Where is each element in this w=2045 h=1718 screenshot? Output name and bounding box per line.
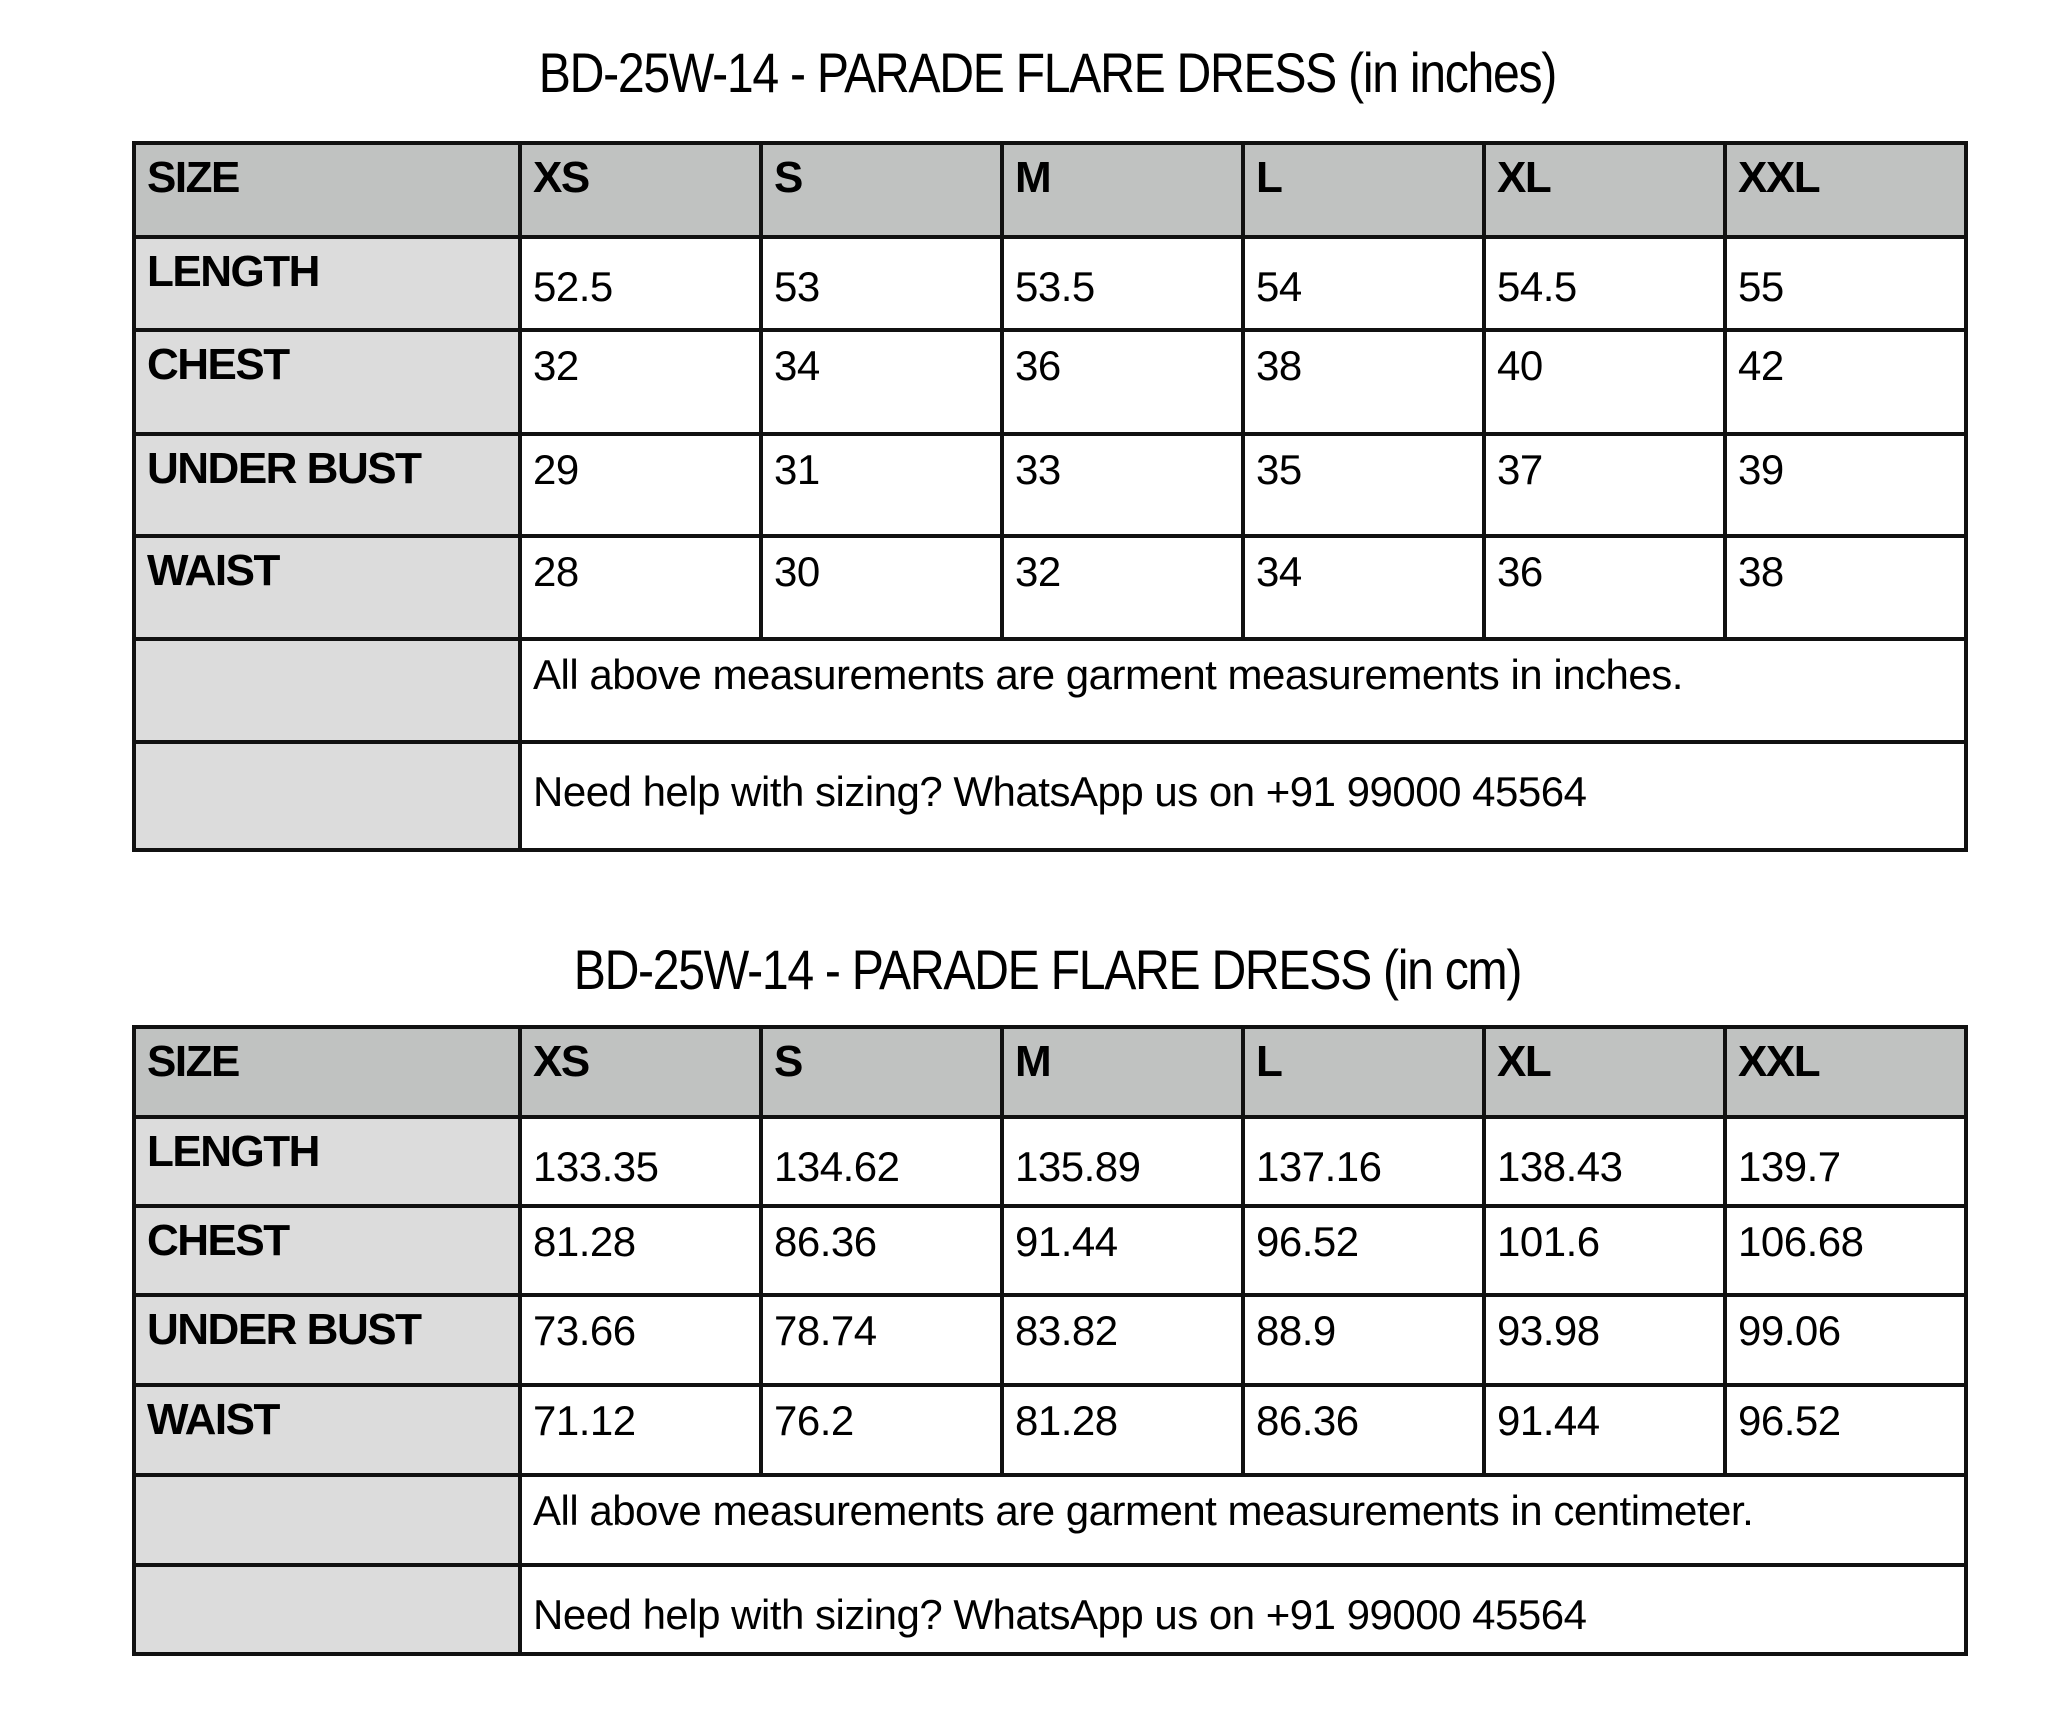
table-cell: 37 xyxy=(1484,434,1725,536)
size-xs-header: XS xyxy=(520,143,761,237)
size-chart-cm xyxy=(132,1025,1968,1656)
row-label: LENGTH xyxy=(134,237,520,330)
row-label: UNDER BUST xyxy=(134,434,520,536)
row-label-empty xyxy=(134,1565,520,1654)
table-cell: 34 xyxy=(761,330,1002,434)
header-row xyxy=(134,143,1966,237)
table-cell: 36 xyxy=(1002,330,1243,434)
table-cell: 96.52 xyxy=(1243,1206,1484,1295)
table-cell: 32 xyxy=(520,330,761,434)
row-label: WAIST xyxy=(134,1385,520,1475)
note-row-help xyxy=(134,742,1966,850)
size-xxl-header: XXL xyxy=(1725,143,1966,237)
size-xxl-header: XXL xyxy=(1725,1027,1966,1117)
size-header-cell: SIZE xyxy=(134,1027,520,1117)
row-label-empty xyxy=(134,742,520,850)
table-cell: 34 xyxy=(1243,536,1484,639)
row-label-empty xyxy=(134,1475,520,1565)
table-cell: 31 xyxy=(761,434,1002,536)
table-cell: 29 xyxy=(520,434,761,536)
table-cell: 55 xyxy=(1725,237,1966,330)
table-cell: 76.2 xyxy=(761,1385,1002,1475)
row-label: CHEST xyxy=(134,1206,520,1295)
table-cell: 139.7 xyxy=(1725,1117,1966,1206)
table-cell: 137.16 xyxy=(1243,1117,1484,1206)
table-cell: 81.28 xyxy=(1002,1385,1243,1475)
table-cell: 83.82 xyxy=(1002,1295,1243,1385)
row-label: UNDER BUST xyxy=(134,1295,520,1385)
size-s-header: S xyxy=(761,143,1002,237)
note-row-help xyxy=(134,1565,1966,1654)
note-row-units xyxy=(134,1475,1966,1565)
table-row-under-bust xyxy=(134,434,1966,536)
row-label-empty xyxy=(134,639,520,742)
table-row-chest xyxy=(134,1206,1966,1295)
row-label: LENGTH xyxy=(134,1117,520,1206)
table-cell: 54.5 xyxy=(1484,237,1725,330)
table-cell: 134.62 xyxy=(761,1117,1002,1206)
row-label: CHEST xyxy=(134,330,520,434)
table-cell: 30 xyxy=(761,536,1002,639)
table-cell: 91.44 xyxy=(1484,1385,1725,1475)
table-cell: 32 xyxy=(1002,536,1243,639)
size-header-cell: SIZE xyxy=(134,143,520,237)
table-cell: 88.9 xyxy=(1243,1295,1484,1385)
table-cell: 86.36 xyxy=(761,1206,1002,1295)
table-cell: 101.6 xyxy=(1484,1206,1725,1295)
table-cell: 52.5 xyxy=(520,237,761,330)
table-cell: 86.36 xyxy=(1243,1385,1484,1475)
size-s-header: S xyxy=(761,1027,1002,1117)
table-cell: 138.43 xyxy=(1484,1117,1725,1206)
size-l-header: L xyxy=(1243,143,1484,237)
table-cell: 38 xyxy=(1725,536,1966,639)
table-cell: 91.44 xyxy=(1002,1206,1243,1295)
size-m-header: M xyxy=(1002,1027,1243,1117)
table-row-chest xyxy=(134,330,1966,434)
table-cell: 53 xyxy=(761,237,1002,330)
table-cell: 42 xyxy=(1725,330,1966,434)
table-cell: 73.66 xyxy=(520,1295,761,1385)
size-l-header: L xyxy=(1243,1027,1484,1117)
table-row-waist xyxy=(134,1385,1966,1475)
table-cell: 99.06 xyxy=(1725,1295,1966,1385)
table-cell: 54 xyxy=(1243,237,1484,330)
table-row-waist xyxy=(134,536,1966,639)
table-row-length xyxy=(134,1117,1966,1206)
table-row-length xyxy=(134,237,1966,330)
table-cell: 96.52 xyxy=(1725,1385,1966,1475)
units-note: All above measurements are garment measurements in inches. xyxy=(520,639,1966,742)
sizing-help-note: Need help with sizing? WhatsApp us on +91 99000 45564 xyxy=(520,742,1966,850)
table-cell: 38 xyxy=(1243,330,1484,434)
header-row xyxy=(134,1027,1966,1117)
table-cell: 81.28 xyxy=(520,1206,761,1295)
sizing-help-note: Need help with sizing? WhatsApp us on +91 99000 45564 xyxy=(520,1565,1966,1654)
table-cell: 135.89 xyxy=(1002,1117,1243,1206)
table-cell: 133.35 xyxy=(520,1117,761,1206)
size-xl-header: XL xyxy=(1484,143,1725,237)
note-row-units xyxy=(134,639,1966,742)
inches-table-title: BD-25W-14 - PARADE FLARE DRESS (in inches) xyxy=(538,41,1557,104)
table-cell: 71.12 xyxy=(520,1385,761,1475)
cm-table-title: BD-25W-14 - PARADE FLARE DRESS (in cm) xyxy=(573,938,1522,1001)
table-cell: 28 xyxy=(520,536,761,639)
table-cell: 33 xyxy=(1002,434,1243,536)
units-note: All above measurements are garment measurements in centimeter. xyxy=(520,1475,1966,1565)
table-cell: 93.98 xyxy=(1484,1295,1725,1385)
table-row-under-bust xyxy=(134,1295,1966,1385)
size-m-header: M xyxy=(1002,143,1243,237)
table-cell: 53.5 xyxy=(1002,237,1243,330)
table-cell: 36 xyxy=(1484,536,1725,639)
table-cell: 106.68 xyxy=(1725,1206,1966,1295)
table-cell: 40 xyxy=(1484,330,1725,434)
table-cell: 39 xyxy=(1725,434,1966,536)
table-cell: 35 xyxy=(1243,434,1484,536)
size-chart-inches xyxy=(132,141,1968,852)
size-xs-header: XS xyxy=(520,1027,761,1117)
size-xl-header: XL xyxy=(1484,1027,1725,1117)
table-cell: 78.74 xyxy=(761,1295,1002,1385)
row-label: WAIST xyxy=(134,536,520,639)
